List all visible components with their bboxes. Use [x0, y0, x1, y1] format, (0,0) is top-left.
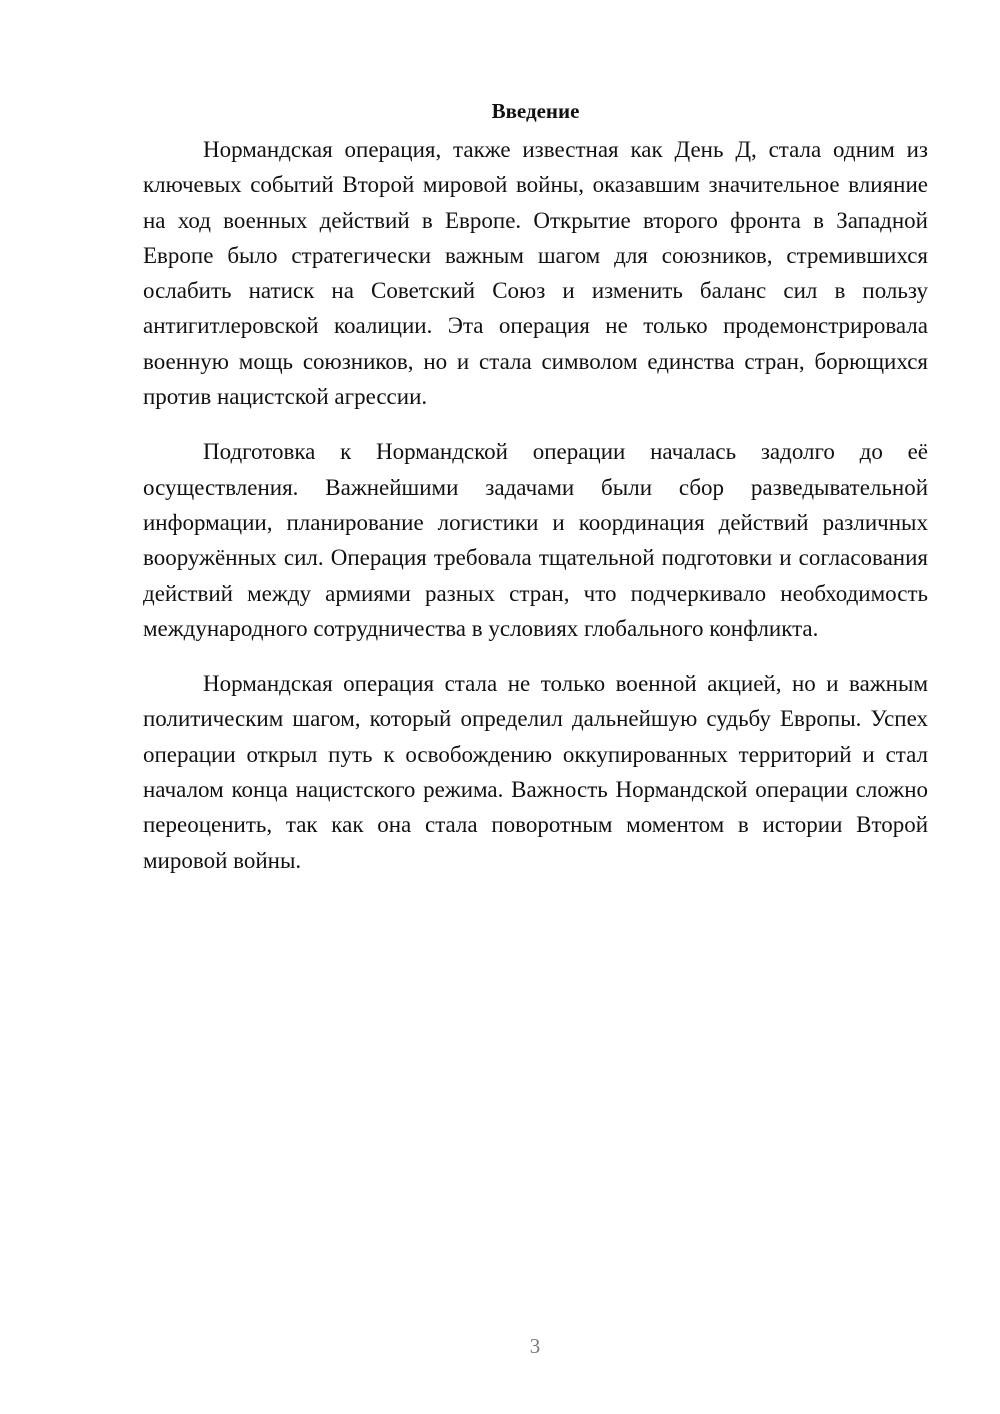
page-content: [143, 96, 928, 898]
paragraph-1: Нормандская операция, также известная как День Д, стала одним из ключевых событий Второй мировой войны, оказавшим значительное влияние на ход военных действий в Европе. Открытие второго фронта в Западной Европе было стратегически важным шагом для союзников, стремившихся ослабить натиск на Советский Союз и изменить баланс сил в пользу антигитлеровской коалиции. Эта операция не только продемонстрировала военную мощь союзников, но и стала символом единства стран, борющихся против нацистской агрессии.: [143, 137, 928, 410]
paragraph-2: Подготовка к Нормандской операции началась задолго до её осуществления. Важнейшими задачами были сбор разведывательной информации, планирование логистики и координация действий различных вооружённых сил. Операция требовала тщательной подготовки и согласования действий между армиями разных стран, что подчеркивало необходимость международного сотрудничества в условиях глобального конфликта.: [143, 439, 928, 641]
paragraph-3: Нормандская операция стала не только военной акцией, но и важным политическим шагом, который определил дальнейшую судьбу Европы. Успех операции открыл путь к освобождению оккупированных территорий и стал началом конца нацистского режима. Важность Нормандской операции сложно переоценить, так как она стала поворотным моментом в истории Второй мировой войны.: [143, 671, 928, 873]
section-title: Введение: [491, 99, 580, 123]
page-number: 3: [529, 1334, 541, 1358]
